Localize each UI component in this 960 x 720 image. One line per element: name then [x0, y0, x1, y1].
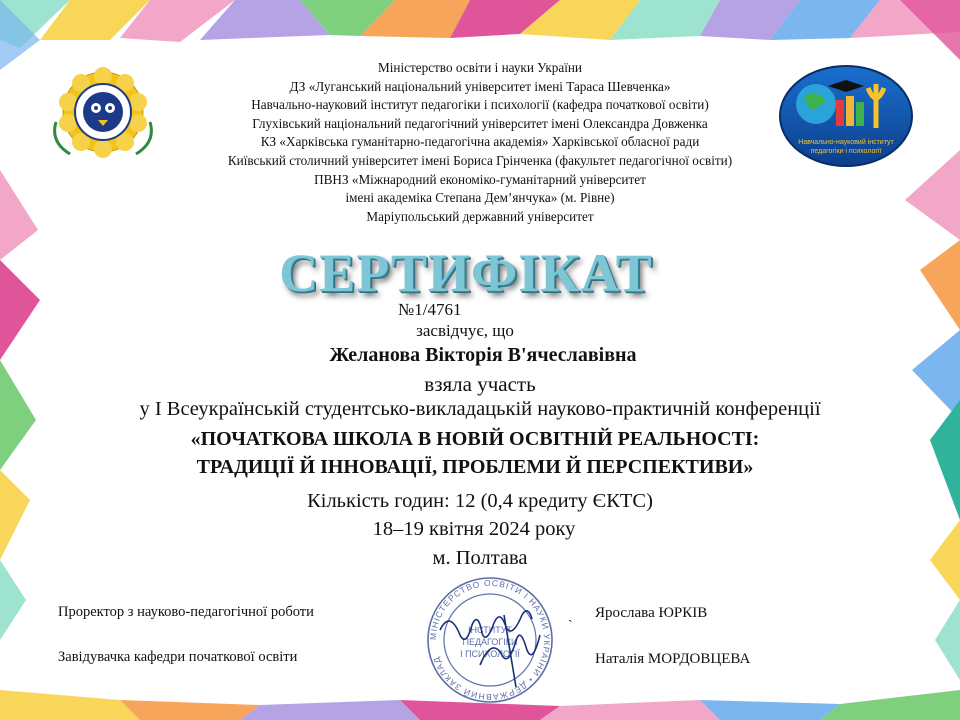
organization-line: ПВНЗ «Міжнародний економіко-гуманітарний університет — [314, 171, 646, 187]
organization-line: імені академіка Степана Дем’янчука» (м. Рівне) — [345, 190, 615, 206]
event-city: м. Полтава — [432, 547, 528, 569]
stamp-center-line3: І ПСИХОЛОГІЇ — [460, 649, 520, 659]
organization-line: КЗ «Харківська гуманітарно-педагогічна академія» Харківської обласної ради — [260, 134, 700, 150]
hours-credits: Кількість годин: 12 (0,4 кредиту ЄКТС) — [307, 490, 653, 512]
participation-text: взяла участь — [424, 372, 536, 396]
conference-title-line1: «ПОЧАТКОВА ШКОЛА В НОВІЙ ОСВІТНІЙ РЕАЛЬНОСТІ: — [190, 428, 760, 450]
signatory-role-vice-rector: Проректор з науково-педагогічної роботи — [58, 604, 314, 620]
conference-title-line2: ТРАДИЦІЇ Й ІННОВАЦІЇ, ПРОБЛЕМИ Й ПЕРСПЕКТИВИ» — [196, 456, 754, 478]
certificate-title: СЕРТИФІКАТ — [279, 243, 653, 303]
institute-logo-line1: Навчально-науковий інститут — [798, 139, 894, 146]
organization-line: Глухівський національний педагогічний університет імені Олександра Довженка — [252, 115, 708, 131]
signatory-name-department-head: Наталія МОРДОВЦЕВА — [595, 651, 751, 667]
recipient-name: Желанова Вікторія В'ячеславівна — [329, 344, 637, 366]
university-seal-logo — [40, 62, 166, 162]
stamp-ring-text: МІНІСТЕРСТВО ОСВІТИ І НАУКИ УКРАЇНИ • ДЕРЖАВНИЙ ЗАКЛАД — [427, 577, 553, 703]
organization-line: Навчально-науковий інститут педагогіки і психології (кафедра початкової освіти) — [251, 97, 709, 113]
stamp-center-line1: ІНСТИТУТ — [468, 625, 512, 635]
organization-line: Маріупольський державний університет — [366, 208, 594, 224]
institute-logo-line2: педагогіки і психології — [810, 148, 882, 155]
event-dates: 18–19 квітня 2024 року — [372, 518, 576, 540]
organizations-header — [160, 59, 800, 226]
signatory-role-department-head: Завідувачка кафедри початкової освіти — [58, 649, 298, 665]
organization-line: Міністерство освіти і науки України — [378, 60, 582, 75]
signature-mark: ˎ — [568, 608, 573, 623]
certificate-number: №1/4761 — [398, 300, 462, 319]
stamp-center-line2: ПЕДАГОГІКИ — [462, 637, 518, 647]
official-stamp — [420, 575, 560, 705]
signatory-name-vice-rector: Ярослава ЮРКІВ — [595, 605, 708, 621]
organization-line: ДЗ «Луганський національний університет імені Тараса Шевченка» — [289, 78, 671, 94]
conference-description: у І Всеукраїнській студентсько-викладацькій науково-практичній конференції — [139, 398, 821, 420]
organization-line: Київський столичний університет імені Бориса Грінченка (факультет педагогічної освіти) — [227, 152, 733, 168]
certifies-text: засвідчує, що — [416, 321, 514, 340]
